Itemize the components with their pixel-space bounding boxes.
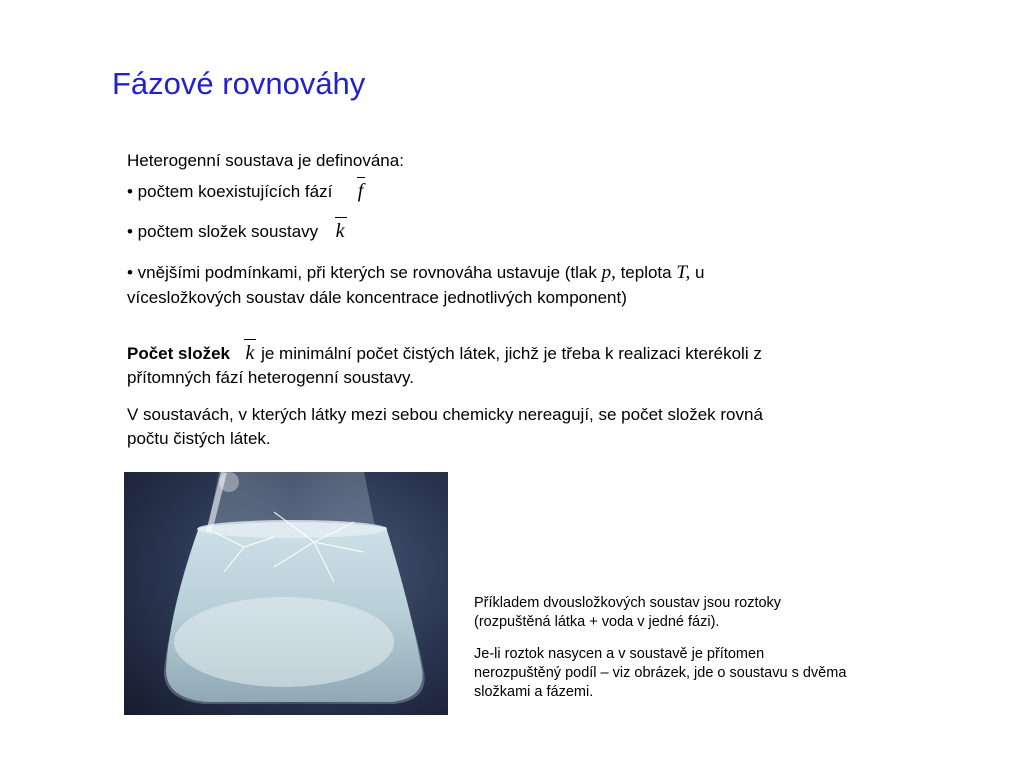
symbol-k: k xyxy=(335,220,345,242)
bullet-components xyxy=(127,220,887,243)
definition-paragraph xyxy=(127,342,887,389)
caption-p1-line2: (rozpuštěná látka + voda v jedné fázi). xyxy=(474,614,720,630)
bullet-conditions-part-b: teplota xyxy=(615,263,677,282)
bullet-conditions-part-a: • vnějšími podmínkami, při kterých se rovnováha ustavuje (tlak xyxy=(127,263,602,282)
definition-rest-line2: přítomných fází heterogenní soustavy. xyxy=(127,368,414,387)
caption-paragraph-2 xyxy=(474,645,924,702)
symbol-k-definition: k xyxy=(245,342,255,364)
caption-p2-line2: nerozpuštěný podíl – viz obrázek, jde o soustavu s dvěma xyxy=(474,665,847,681)
paragraph-nonreacting-line2: počtu čistých látek. xyxy=(127,429,271,448)
definition-rest-line1: je minimální počet čistých látek, jichž je třeba k realizaci kterékoli z xyxy=(256,344,762,363)
symbol-f: f xyxy=(357,180,364,202)
paragraph-nonreacting xyxy=(127,404,887,450)
caption-paragraph-1 xyxy=(474,594,924,632)
caption-p2-line1: Je-li roztok nasycen a v soustavě je přítomen xyxy=(474,646,765,662)
caption-p2-line3: složkami a fázemi. xyxy=(474,684,594,700)
symbol-t: T, xyxy=(676,262,691,283)
caption-p1-line1: Příkladem dvousložkových soustav jsou roztoky xyxy=(474,595,782,611)
bullet-conditions-line2: vícesložkových soustav dále koncentrace jednotlivých komponent) xyxy=(127,288,627,307)
bullet-components-text: • počtem složek soustavy xyxy=(127,222,319,241)
symbol-p: p, xyxy=(601,262,616,283)
flask-illustration xyxy=(124,472,448,715)
definition-term: Počet složek xyxy=(127,344,230,363)
bullet-conditions xyxy=(127,262,887,309)
bullet-conditions-part-c: u xyxy=(690,263,705,282)
intro-text: Heterogenní soustava je definována: xyxy=(127,151,404,170)
paragraph-nonreacting-line1: V soustavách, v kterých látky mezi sebou chemicky nereagují, se počet složek rovná xyxy=(127,405,763,424)
flask-photo xyxy=(124,472,448,715)
bullet-phases xyxy=(127,180,887,203)
slide-title: Fázové rovnováhy xyxy=(112,66,366,101)
bullet-phases-text: • počtem koexistujících fází xyxy=(127,182,333,201)
